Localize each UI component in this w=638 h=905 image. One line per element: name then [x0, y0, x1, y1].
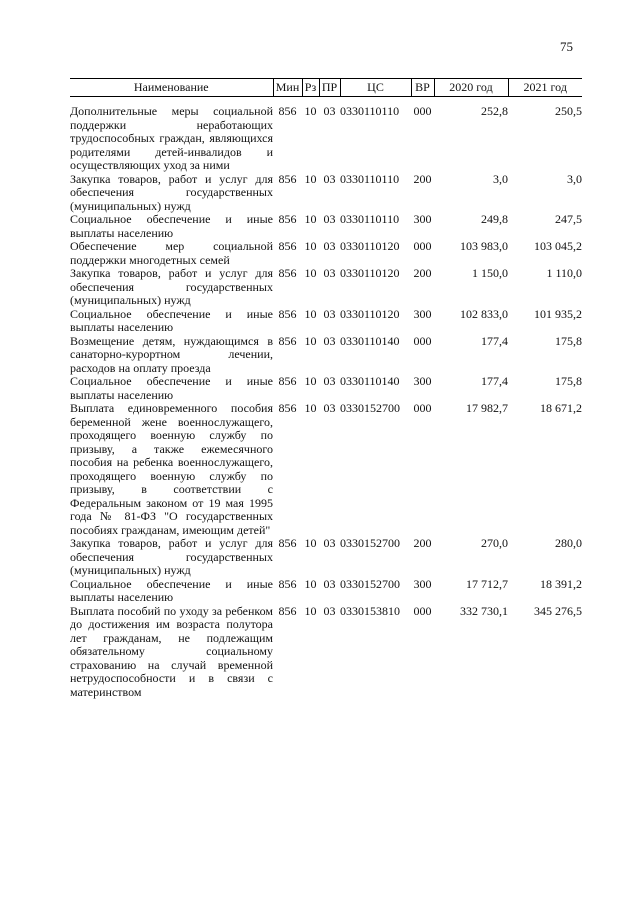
- row-cs: 0330110110: [340, 171, 400, 186]
- row-rz: 10: [304, 603, 317, 618]
- row-pr: 03: [323, 171, 336, 186]
- row-rz: 10: [304, 576, 317, 591]
- row-value-2020: 1 150,0: [472, 266, 508, 280]
- table-row: [70, 375, 582, 402]
- row-value-2020: 177,4: [481, 374, 508, 388]
- table-row: [70, 308, 582, 335]
- row-value-2020: 249,8: [481, 212, 508, 226]
- row-vr: 200: [413, 266, 432, 280]
- row-min: 856: [278, 536, 297, 550]
- row-name: Закупка товаров, работ и услуг для обеспечения государственных (муниципальных) нужд: [70, 171, 273, 213]
- row-cs: 0330110120: [340, 266, 400, 280]
- row-rz: 10: [304, 306, 317, 321]
- row-name: Обеспечение мер социальной поддержки многодетных семей: [70, 239, 273, 267]
- row-vr: 300: [413, 576, 432, 591]
- row-name: Закупка товаров, работ и услуг для обеспечения государственных (муниципальных) нужд: [70, 536, 273, 577]
- table-row: [70, 402, 582, 537]
- row-cs: 0330110140: [340, 374, 400, 388]
- row-rz: 10: [304, 374, 317, 388]
- row-pr: 03: [323, 239, 336, 253]
- row-vr: 000: [413, 239, 432, 253]
- row-cs: 0330110140: [340, 333, 400, 348]
- row-pr: 03: [323, 333, 336, 348]
- row-min: 856: [278, 212, 297, 226]
- row-cs: 0330110120: [340, 306, 400, 321]
- row-vr: 000: [413, 401, 432, 415]
- row-pr: 03: [323, 576, 336, 591]
- header-pr: ПР: [319, 79, 340, 97]
- row-value-2021: 345 276,5: [534, 603, 582, 618]
- row-rz: 10: [304, 536, 317, 550]
- row-cs: 0330153810: [340, 603, 400, 618]
- row-rz: 10: [304, 401, 317, 415]
- row-cs: 0330110120: [340, 239, 400, 253]
- row-rz: 10: [304, 333, 317, 348]
- table-row: [70, 105, 582, 173]
- row-value-2021: 3,0: [567, 171, 582, 186]
- table-row: [70, 213, 582, 240]
- row-value-2021: 18 671,2: [540, 401, 582, 415]
- row-vr: 000: [413, 603, 432, 618]
- row-value-2020: 270,0: [481, 536, 508, 550]
- row-pr: 03: [323, 603, 336, 618]
- row-pr: 03: [323, 306, 336, 321]
- row-name: Социальное обеспечение и иные выплаты населению: [70, 374, 273, 402]
- row-rz: 10: [304, 212, 317, 226]
- row-min: 856: [278, 374, 297, 388]
- row-pr: 03: [323, 374, 336, 388]
- row-min: 856: [278, 171, 297, 186]
- row-value-2021: 103 045,2: [534, 239, 582, 253]
- row-vr: 000: [413, 333, 432, 348]
- row-value-2021: 1 110,0: [546, 266, 582, 280]
- row-value-2020: 177,4: [481, 333, 508, 348]
- row-vr: 200: [413, 536, 432, 550]
- row-name: Социальное обеспечение и иные выплаты населению: [70, 306, 273, 334]
- row-value-2020: 103 983,0: [460, 239, 508, 253]
- row-value-2021: 101 935,2: [534, 306, 582, 321]
- row-min: 856: [278, 603, 297, 618]
- row-cs: 0330110110: [340, 104, 400, 118]
- row-name: Закупка товаров, работ и услуг для обеспечения государственных (муниципальных) нужд: [70, 266, 273, 307]
- row-vr: 300: [413, 212, 432, 226]
- header-vr: ВР: [411, 79, 434, 97]
- row-pr: 03: [323, 401, 336, 415]
- header-name: Наименование: [70, 79, 273, 97]
- row-vr: 300: [413, 306, 432, 321]
- row-value-2021: 250,5: [555, 104, 582, 118]
- header-2020: 2020 год: [434, 79, 508, 97]
- row-value-2020: 252,8: [481, 104, 508, 118]
- row-value-2020: 102 833,0: [460, 306, 508, 321]
- row-vr: 300: [413, 374, 432, 388]
- row-min: 856: [278, 104, 297, 118]
- table-row: [70, 578, 582, 605]
- row-min: 856: [278, 576, 297, 591]
- budget-table: [70, 78, 582, 699]
- row-min: 856: [278, 333, 297, 348]
- table-row: [70, 240, 582, 267]
- table-row: [70, 173, 582, 214]
- table-row: [70, 605, 582, 700]
- row-min: 856: [278, 239, 297, 253]
- table-header-row: [70, 79, 582, 97]
- row-vr: 200: [413, 171, 432, 186]
- row-value-2021: 18 391,2: [540, 576, 582, 591]
- table-row: [70, 267, 582, 308]
- row-cs: 0330152700: [340, 401, 400, 415]
- row-pr: 03: [323, 104, 336, 118]
- row-rz: 10: [304, 171, 317, 186]
- row-pr: 03: [323, 266, 336, 280]
- row-rz: 10: [304, 266, 317, 280]
- header-cs: ЦС: [340, 79, 411, 97]
- row-value-2021: 175,8: [555, 374, 582, 388]
- row-value-2021: 175,8: [555, 333, 582, 348]
- row-value-2021: 247,5: [555, 212, 582, 226]
- row-value-2020: 17 712,7: [466, 576, 508, 591]
- row-min: 856: [278, 306, 297, 321]
- row-name: Социальное обеспечение и иные выплаты населению: [70, 576, 273, 604]
- header-min: Мин: [273, 79, 302, 97]
- row-rz: 10: [304, 104, 317, 118]
- row-min: 856: [278, 266, 297, 280]
- table-row: [70, 335, 582, 376]
- row-name: Возмещение детям, нуждающимся в санаторно-курортном лечении, расходов на оплату проезда: [70, 333, 273, 375]
- row-cs: 0330152700: [340, 576, 400, 591]
- header-2021: 2021 год: [508, 79, 582, 97]
- row-vr: 000: [413, 104, 432, 118]
- row-value-2020: 3,0: [493, 171, 508, 186]
- row-pr: 03: [323, 536, 336, 550]
- page-number: 75: [560, 39, 573, 54]
- row-rz: 10: [304, 239, 317, 253]
- row-name: Выплата единовременного пособия беременной жене военнослужащего, проходящего военную службу по призыву, а также ежемесячного пособия на ребенка военнослужащего, проходящего военную службу по призыву, в соответствии с Федеральным законом от 19 мая 1995 года № 81-ФЗ "О государственных пособиях гражданам, имеющим детей": [70, 401, 273, 537]
- header-rz: Рз: [302, 79, 319, 97]
- row-value-2021: 280,0: [555, 536, 582, 550]
- row-name: Дополнительные меры социальной поддержки неработающих трудоспособных граждан, являющихся родителями детей-инвалидов и осуществляющих уход за ними: [70, 104, 273, 172]
- row-min: 856: [278, 401, 297, 415]
- row-name: Выплата пособий по уходу за ребенком до достижения им возраста полутора лет гражданам, не подлежащим обязательному социальному страхованию на случай временной нетрудоспособности и в связи с материнством: [70, 603, 273, 699]
- row-pr: 03: [323, 212, 336, 226]
- table-row: [70, 537, 582, 578]
- row-name: Социальное обеспечение и иные выплаты населению: [70, 212, 273, 240]
- row-value-2020: 17 982,7: [466, 401, 508, 415]
- row-value-2020: 332 730,1: [460, 603, 508, 618]
- row-cs: 0330152700: [340, 536, 400, 550]
- row-cs: 0330110110: [340, 212, 400, 226]
